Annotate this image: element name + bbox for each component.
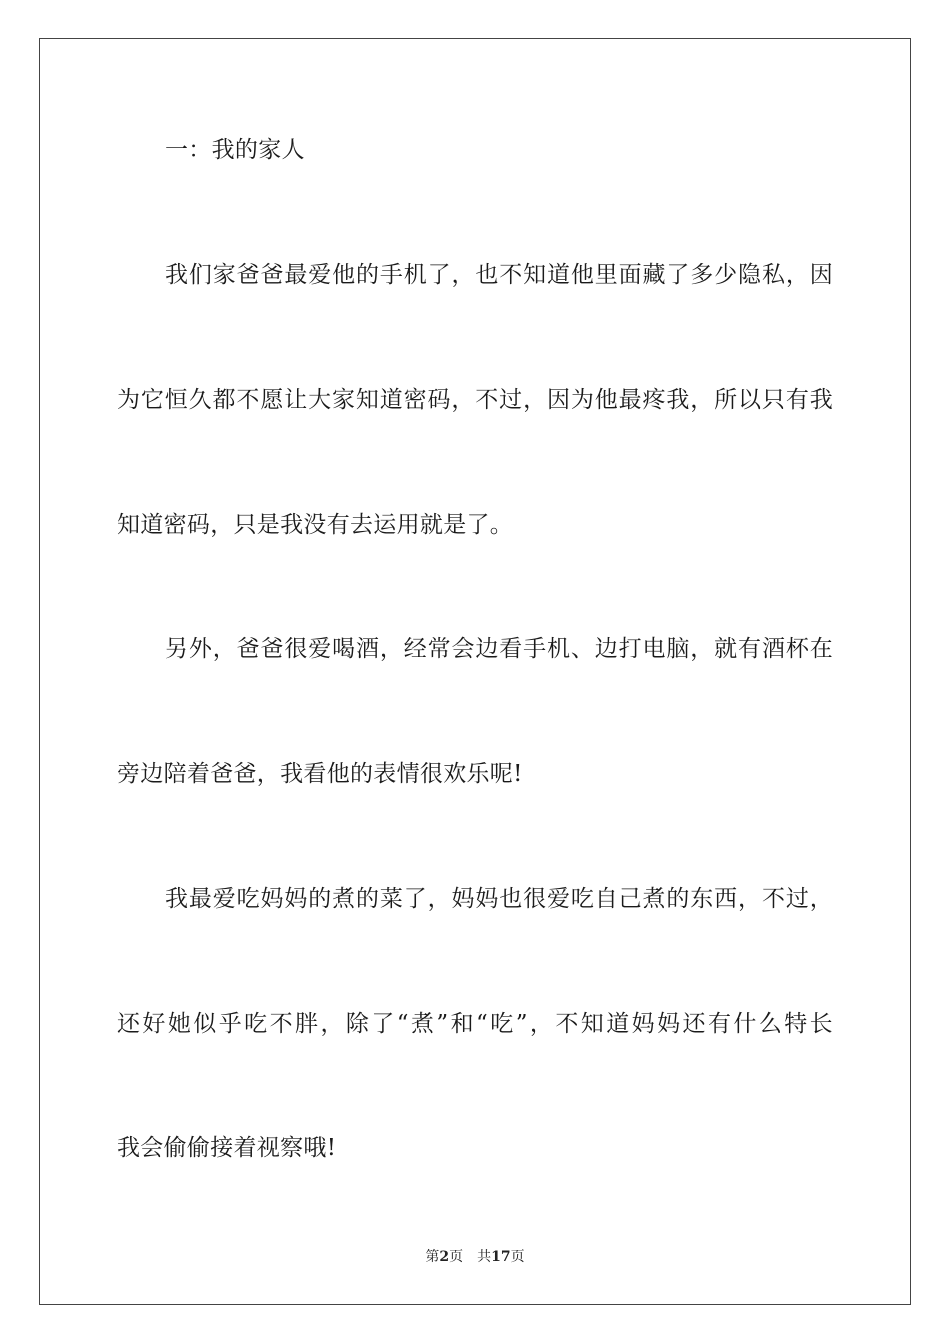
- total-pages: 17: [491, 1249, 511, 1265]
- paragraph-line: 旁边陪着爸爸，我看他的表情很欢乐呢!: [117, 761, 523, 787]
- paragraph-line: 另外，爸爸很爱喝酒，经常会边看手机、边打电脑，就有酒杯在: [165, 636, 833, 662]
- paragraph-line: 为它恒久都不愿让大家知道密码，不过，因为他最疼我，所以只有我: [117, 387, 833, 413]
- paragraph-line: 知道密码，只是我没有去运用就是了。: [117, 512, 514, 538]
- paragraph-line: 还好她似乎吃不胖，除了“煮”和“吃”，不知道妈妈还有什么特长: [117, 1011, 833, 1037]
- paragraph-line: 我会偷偷接着视察哦!: [117, 1135, 337, 1161]
- page-label-prefix: 第: [425, 1249, 440, 1265]
- page-number: 2: [439, 1249, 450, 1265]
- section-heading: 一：我的家人: [165, 137, 305, 163]
- paragraph-line: 我们家爸爸最爱他的手机了，也不知道他里面藏了多少隐私，因: [165, 262, 833, 288]
- paragraph-line: 我最爱吃妈妈的煮的菜了，妈妈也很爱吃自己煮的东西，不过，: [165, 886, 833, 912]
- page-footer: [0, 1247, 950, 1267]
- total-label-prefix: 共: [477, 1249, 492, 1265]
- page-label-suffix: 页: [449, 1249, 464, 1265]
- page-border: [39, 38, 911, 1305]
- total-label-suffix: 页: [510, 1249, 525, 1265]
